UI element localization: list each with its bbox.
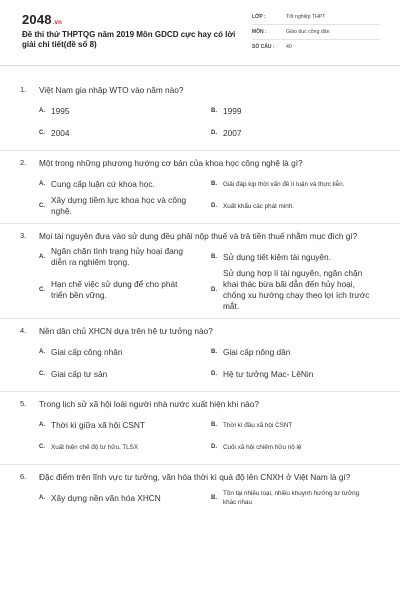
option-letter: A. — [39, 181, 45, 187]
option-letter: B. — [211, 349, 217, 355]
meta-value: 40 — [286, 44, 292, 50]
option-d[interactable] — [211, 436, 383, 458]
option-letter: D. — [211, 371, 217, 377]
option-text: Ngăn chặn tình trạng hủy hoại đang diễn ra nghiêm trọng. — [51, 246, 183, 267]
option-text: Giai cấp nông dân — [223, 346, 291, 357]
question-number: 6. — [20, 472, 27, 481]
question-6 — [0, 465, 400, 515]
option-text: Giai cấp công nhân — [51, 346, 123, 357]
option-letter: D. — [211, 287, 217, 293]
option-letter: B. — [211, 108, 217, 114]
option-letter: B. — [211, 181, 217, 187]
question-4 — [0, 319, 400, 392]
option-d[interactable] — [211, 195, 383, 217]
site-logo[interactable] — [22, 12, 62, 27]
logo-suffix: .vn — [52, 20, 63, 26]
question-text: Việt Nam gia nhập WTO vào năm nào? — [39, 85, 184, 95]
option-a[interactable] — [39, 173, 211, 195]
question-3 — [0, 224, 400, 319]
option-b[interactable] — [211, 341, 383, 363]
option-text: Sử dụng hợp lí tài nguyên, ngăn chặn khai thác bừa bãi dẫn đến hủy hoại, chống xu hướng chạy theo lợi ích trước mắt. — [223, 268, 370, 311]
option-text: Cung cấp luận cứ khoa học. — [51, 178, 155, 189]
answer-options — [20, 96, 400, 150]
option-b[interactable] — [211, 100, 383, 122]
option-a[interactable] — [39, 341, 211, 363]
logo-text: 2048 — [22, 12, 52, 27]
option-letter: B. — [211, 495, 217, 501]
option-a[interactable] — [39, 414, 211, 436]
meta-value: Giáo dục công dân — [286, 29, 330, 35]
option-text: Hạn chế việc sử dụng để cho phát triển bền vững. — [51, 279, 178, 300]
option-letter: C. — [39, 130, 45, 136]
option-text: Thời kì đầu xã hội CSNT — [223, 421, 293, 429]
answer-options — [20, 169, 400, 223]
option-letter: D. — [211, 203, 217, 209]
option-letter: D. — [211, 130, 217, 136]
question-number: 4. — [20, 326, 27, 335]
option-d[interactable] — [211, 268, 383, 312]
question-number: 3. — [20, 231, 27, 240]
option-text: 1995 — [51, 105, 70, 116]
meta-label: SỐ CÂU : — [252, 44, 275, 50]
question-text: Đặc điểm trên lĩnh vực tư tưởng, văn hóa thời kì quá độ lên CNXH ở Việt Nam là gì? — [39, 472, 351, 482]
question-text: Một trong những phương hướng cơ bản của khoa học công nghệ là gì? — [39, 158, 303, 168]
question-2 — [0, 151, 400, 224]
option-text: Cuối xã hội chiếm hữu nô lệ — [223, 443, 302, 451]
option-d[interactable] — [211, 363, 383, 385]
option-b[interactable] — [211, 414, 383, 436]
question-1 — [0, 78, 400, 151]
option-c[interactable] — [39, 268, 211, 312]
option-c[interactable] — [39, 195, 211, 217]
option-text: 1999 — [223, 105, 242, 116]
option-a[interactable] — [39, 487, 211, 509]
answer-options — [20, 483, 400, 515]
option-text: Tồn tại nhiều loại, nhiều khuynh hướng tư tưởng khác nhau — [223, 490, 360, 506]
option-letter: A. — [39, 495, 45, 501]
option-letter: A. — [39, 349, 45, 355]
meta-subject — [252, 25, 380, 40]
option-letter: D. — [211, 444, 217, 450]
question-text: Mọi tài nguyên đưa vào sử dụng đều phải nộp thuế và trả tiền thuế nhằm mục đích gì? — [39, 231, 358, 241]
option-text: Xây dựng tiềm lực khoa học và công nghệ. — [51, 195, 187, 216]
option-text: 2004 — [51, 127, 70, 138]
question-text: Nền dân chủ XHCN dựa trên hệ tư tưởng nào? — [39, 326, 213, 336]
option-text: Xuất hiện chế độ tư hữu, TLSX — [51, 443, 139, 451]
option-b[interactable] — [211, 246, 383, 268]
meta-label: LỚP : — [252, 14, 266, 20]
option-text: Xuất khẩu các phát minh. — [223, 202, 295, 210]
option-c[interactable] — [39, 436, 211, 458]
exam-meta — [252, 10, 380, 54]
option-text: Hệ tư tưởng Mac- LêNin — [223, 368, 314, 379]
question-5 — [0, 392, 400, 465]
option-c[interactable] — [39, 363, 211, 385]
option-b[interactable] — [211, 487, 383, 509]
option-text: 2007 — [223, 127, 242, 138]
document-title: Đề thi thử THPTQG năm 2019 Môn GDCD cực hay có lời giải chi tiết(đề số 8) — [22, 30, 236, 49]
option-text: Giải đáp kịp thời vấn đề lí luận và thực tiễn. — [223, 180, 345, 188]
option-letter: A. — [39, 254, 45, 260]
question-number: 1. — [20, 85, 27, 94]
question-list — [0, 78, 400, 515]
option-letter: B. — [211, 422, 217, 428]
meta-value: Tốt nghiệp THPT — [286, 14, 326, 20]
option-letter: C. — [39, 371, 45, 377]
option-d[interactable] — [211, 122, 383, 144]
meta-label: MÔN : — [252, 29, 267, 35]
answer-options — [20, 337, 400, 391]
option-text: Giai cấp tư sản — [51, 368, 108, 379]
option-letter: B. — [211, 254, 217, 260]
option-text: Xây dựng nền văn hóa XHCN — [51, 492, 161, 503]
option-letter: C. — [39, 203, 45, 209]
question-number: 5. — [20, 399, 27, 408]
meta-class — [252, 10, 380, 25]
option-text: Thời kì giữa xã hội CSNT — [51, 419, 145, 430]
option-a[interactable] — [39, 246, 211, 268]
option-letter: C. — [39, 287, 45, 293]
answer-options — [20, 410, 400, 464]
question-text: Trong lịch sử xã hội loài người nhà nước xuất hiện khi nào? — [39, 399, 260, 409]
option-b[interactable] — [211, 173, 383, 195]
page-header — [0, 0, 400, 66]
option-letter: A. — [39, 422, 45, 428]
meta-question-count — [252, 40, 380, 54]
question-number: 2. — [20, 158, 27, 167]
option-text: Sử dụng tiết kiệm tài nguyên. — [223, 251, 331, 262]
option-letter: C. — [39, 444, 45, 450]
option-letter: A. — [39, 108, 45, 114]
option-c[interactable] — [39, 122, 211, 144]
option-a[interactable] — [39, 100, 211, 122]
answer-options — [20, 242, 400, 318]
